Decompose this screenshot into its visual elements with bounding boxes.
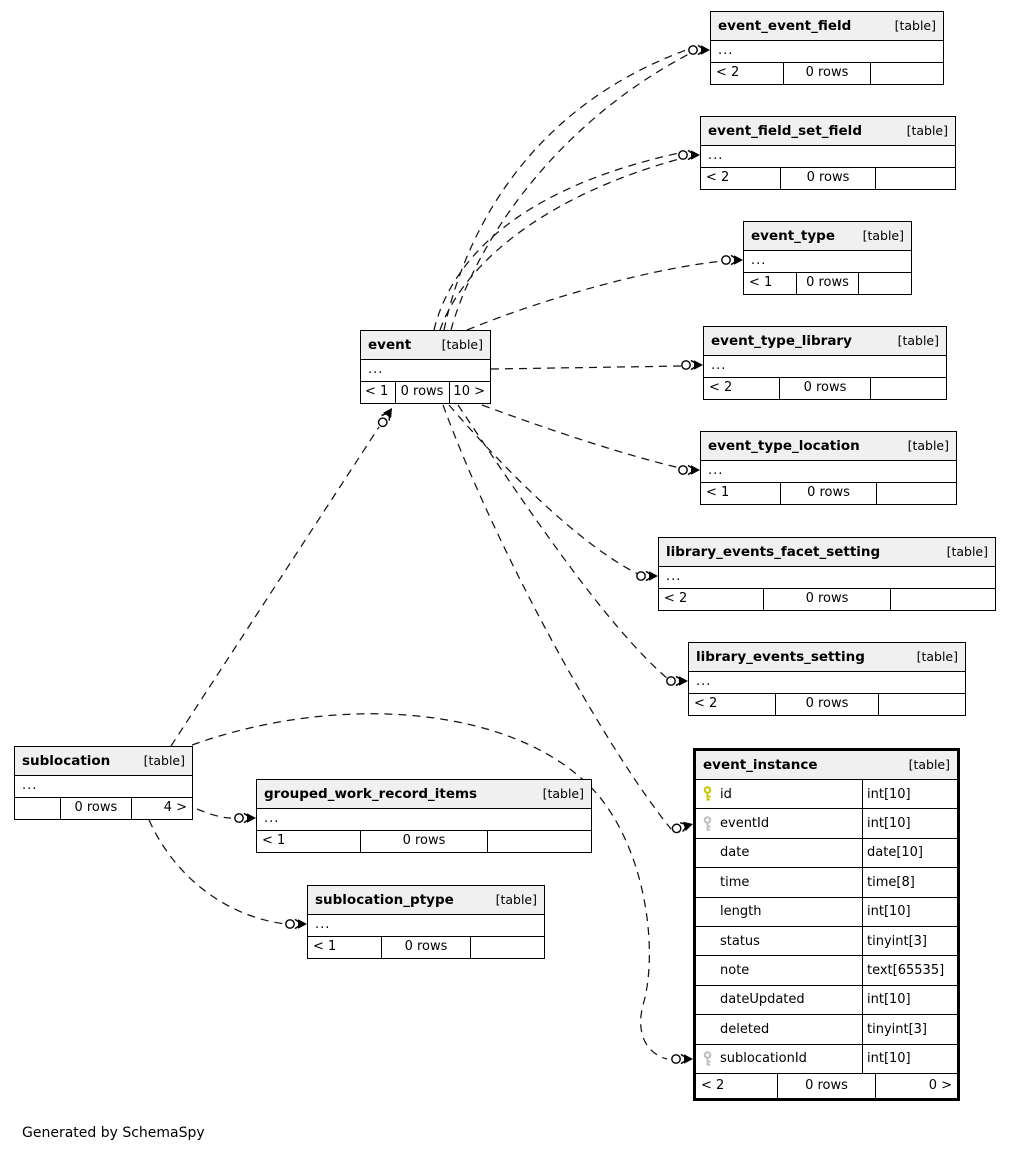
table-name[interactable]: event_field_set_field [708,123,862,139]
imported-keys-count: < 2 [711,63,784,84]
column-row-dateupdated [696,986,957,1015]
table-node-event-type-location[interactable] [700,431,957,505]
table-footer [659,589,995,610]
table-node-event-event-field[interactable] [710,11,944,85]
table-node-event[interactable] [360,330,491,404]
collapsed-columns: ... [308,915,544,937]
imported-keys-count: < 1 [744,273,797,294]
exported-keys-count: 0 > [928,1077,952,1093]
edge-event-event_type_library [491,366,683,369]
column-type: tinyint[3] [862,927,957,955]
table-header [361,331,490,360]
edge-event-event_event_field-2 [451,54,689,330]
table-name[interactable]: sublocation_ptype [315,892,454,908]
row-count: 0 rows [781,168,876,189]
column-row-sublocationid [696,1045,957,1074]
table-header [659,538,995,567]
column-name: deleted [720,1021,770,1037]
column-row-id [696,780,957,809]
crowfoot-connector [637,571,658,581]
table-name[interactable]: event_type_location [708,438,860,454]
foreign-key-icon [702,1051,713,1067]
row-count: 0 rows [61,798,132,819]
row-count: 0 rows [781,483,877,504]
table-node-event-type-library[interactable] [703,326,947,400]
table-header [696,751,957,780]
table-name[interactable]: event_instance [703,757,818,773]
table-tag: [table] [143,753,185,768]
table-header [704,327,946,356]
column-name: id [720,786,732,802]
imported-keys-count: < 2 [659,589,764,610]
column-row-time [696,868,957,897]
imported-keys-count: < 1 [257,831,361,852]
imported-keys-count: < 1 [361,382,396,403]
collapsed-columns: ... [15,776,192,798]
column-type: int[10] [862,986,957,1014]
column-name: length [720,904,762,920]
table-header [15,747,192,776]
collapsed-columns: ... [361,360,490,382]
table-header [257,780,591,809]
collapsed-columns: ... [689,672,965,694]
table-node-grouped-work-record-items[interactable] [256,779,592,853]
table-node-event-field-set-field[interactable] [700,116,956,190]
column-name: time [720,874,750,890]
column-row-length [696,898,957,927]
column-type: text[65535] [862,956,957,984]
row-count: 0 rows [776,694,880,715]
row-count: 0 rows [778,1074,876,1098]
table-name[interactable]: event_event_field [718,18,852,34]
primary-key-icon [702,786,713,802]
column-name: note [720,963,750,979]
column-type: int[10] [862,780,957,808]
column-row-note [696,956,957,985]
table-header [701,432,956,461]
exported-keys-count [488,831,591,852]
exported-keys-count: 10 > [453,384,485,399]
collapsed-columns: ... [701,146,955,168]
table-footer [257,831,591,852]
imported-keys-count: < 1 [308,937,382,958]
table-header [689,643,965,672]
crowfoot-connector [672,1054,693,1064]
exported-keys-count: 4 > [163,800,187,815]
edge-event-event_field_set_field-2 [440,159,679,330]
row-count: 0 rows [764,589,891,610]
imported-keys-count [15,798,61,819]
table-name[interactable]: library_events_facet_setting [666,544,881,560]
edge-event-library_events_setting [458,405,668,679]
table-name[interactable]: sublocation [22,753,111,769]
collapsed-columns: ... [257,809,591,831]
table-tag: [table] [894,18,936,33]
table-tag: [table] [906,123,948,138]
exported-keys-count [877,483,956,504]
edge-event-event_type [467,261,723,330]
exported-keys-count [876,168,955,189]
table-header [744,222,911,251]
table-footer [701,168,955,189]
imported-keys-count: < 2 [689,694,776,715]
row-count: 0 rows [396,382,450,403]
exported-keys-count [471,937,544,958]
imported-keys-count: < 2 [696,1074,778,1098]
table-tag: [table] [862,228,904,243]
column-row-deleted [696,1015,957,1044]
column-name: sublocationId [720,1051,807,1067]
edge-event-event_field_set_field-1 [434,153,679,330]
exported-keys-count [871,63,943,84]
crowfoot-connector [682,360,703,370]
table-name[interactable]: grouped_work_record_items [264,786,478,802]
column-type: int[10] [862,898,957,926]
table-name[interactable]: library_events_setting [696,649,865,665]
crowfoot-connector [689,45,710,55]
crowfoot-connector [671,819,694,834]
table-node-event-type[interactable] [743,221,912,295]
exported-keys-count [871,378,946,399]
table-footer [689,694,965,715]
column-row-eventid [696,809,957,838]
table-tag: [table] [946,544,988,559]
collapsed-columns: ... [744,251,911,273]
table-tag: [table] [907,438,949,453]
table-node-library-events-setting[interactable] [688,642,966,716]
crowfoot-connector [679,150,700,160]
column-name: status [720,933,760,949]
row-count: 0 rows [382,937,470,958]
table-header [711,12,943,41]
foreign-key-icon [702,816,713,832]
table-footer [308,937,544,958]
table-node-sublocation-ptype[interactable] [307,885,545,959]
table-header [701,117,955,146]
table-footer [701,483,956,504]
table-node-event-instance[interactable] [693,748,960,1101]
imported-keys-count: < 2 [701,168,781,189]
collapsed-columns: ... [659,567,995,589]
row-count: 0 rows [780,378,871,399]
column-name: date [720,845,750,861]
collapsed-columns: ... [701,461,956,483]
table-tag: [table] [897,333,939,348]
table-node-sublocation[interactable] [14,746,193,820]
column-type: time[8] [862,868,957,896]
collapsed-columns: ... [704,356,946,378]
edge-event-event_type_location [482,405,680,468]
crowfoot-connector [667,676,688,686]
collapsed-columns: ... [711,41,943,63]
generator-note: Generated by SchemaSpy [22,1125,205,1141]
edge-sublocation-event [171,427,379,746]
table-tag: [table] [908,757,950,772]
edge-event-event_instance-eventid [443,405,671,829]
table-footer [361,382,490,403]
column-row-status [696,927,957,956]
table-tag: [table] [542,786,584,801]
table-footer [696,1074,957,1098]
exported-keys-count [879,694,965,715]
table-name[interactable]: event [368,337,412,353]
column-type: int[10] [862,1045,957,1073]
table-node-library-events-facet-setting[interactable] [658,537,996,611]
column-type: int[10] [862,809,957,837]
exported-keys-count [891,589,995,610]
table-tag: [table] [916,649,958,664]
column-name: eventId [720,816,770,832]
table-header [308,886,544,915]
table-tag: [table] [495,892,537,907]
column-type: date[10] [862,839,957,867]
imported-keys-count: < 1 [701,483,781,504]
crowfoot-connector [286,919,307,929]
imported-keys-count: < 2 [704,378,780,399]
row-count: 0 rows [361,831,488,852]
edge-sublocation-grouped_work_record_items [197,809,231,818]
table-footer [704,378,946,399]
column-name: dateUpdated [720,992,805,1008]
row-count: 0 rows [797,273,858,294]
table-footer [15,798,192,819]
row-count: 0 rows [784,63,871,84]
table-tag: [table] [441,337,483,352]
exported-keys-count [859,273,911,294]
crowfoot-connector [376,405,396,428]
column-type: tinyint[3] [862,1015,957,1043]
crowfoot-connector [235,813,256,823]
crowfoot-connector [722,255,743,265]
table-footer [744,273,911,294]
column-row-date [696,839,957,868]
table-name[interactable]: event_type_library [711,333,852,349]
table-footer [711,63,943,84]
table-name[interactable]: event_type [751,228,835,244]
crowfoot-connector [679,465,700,475]
